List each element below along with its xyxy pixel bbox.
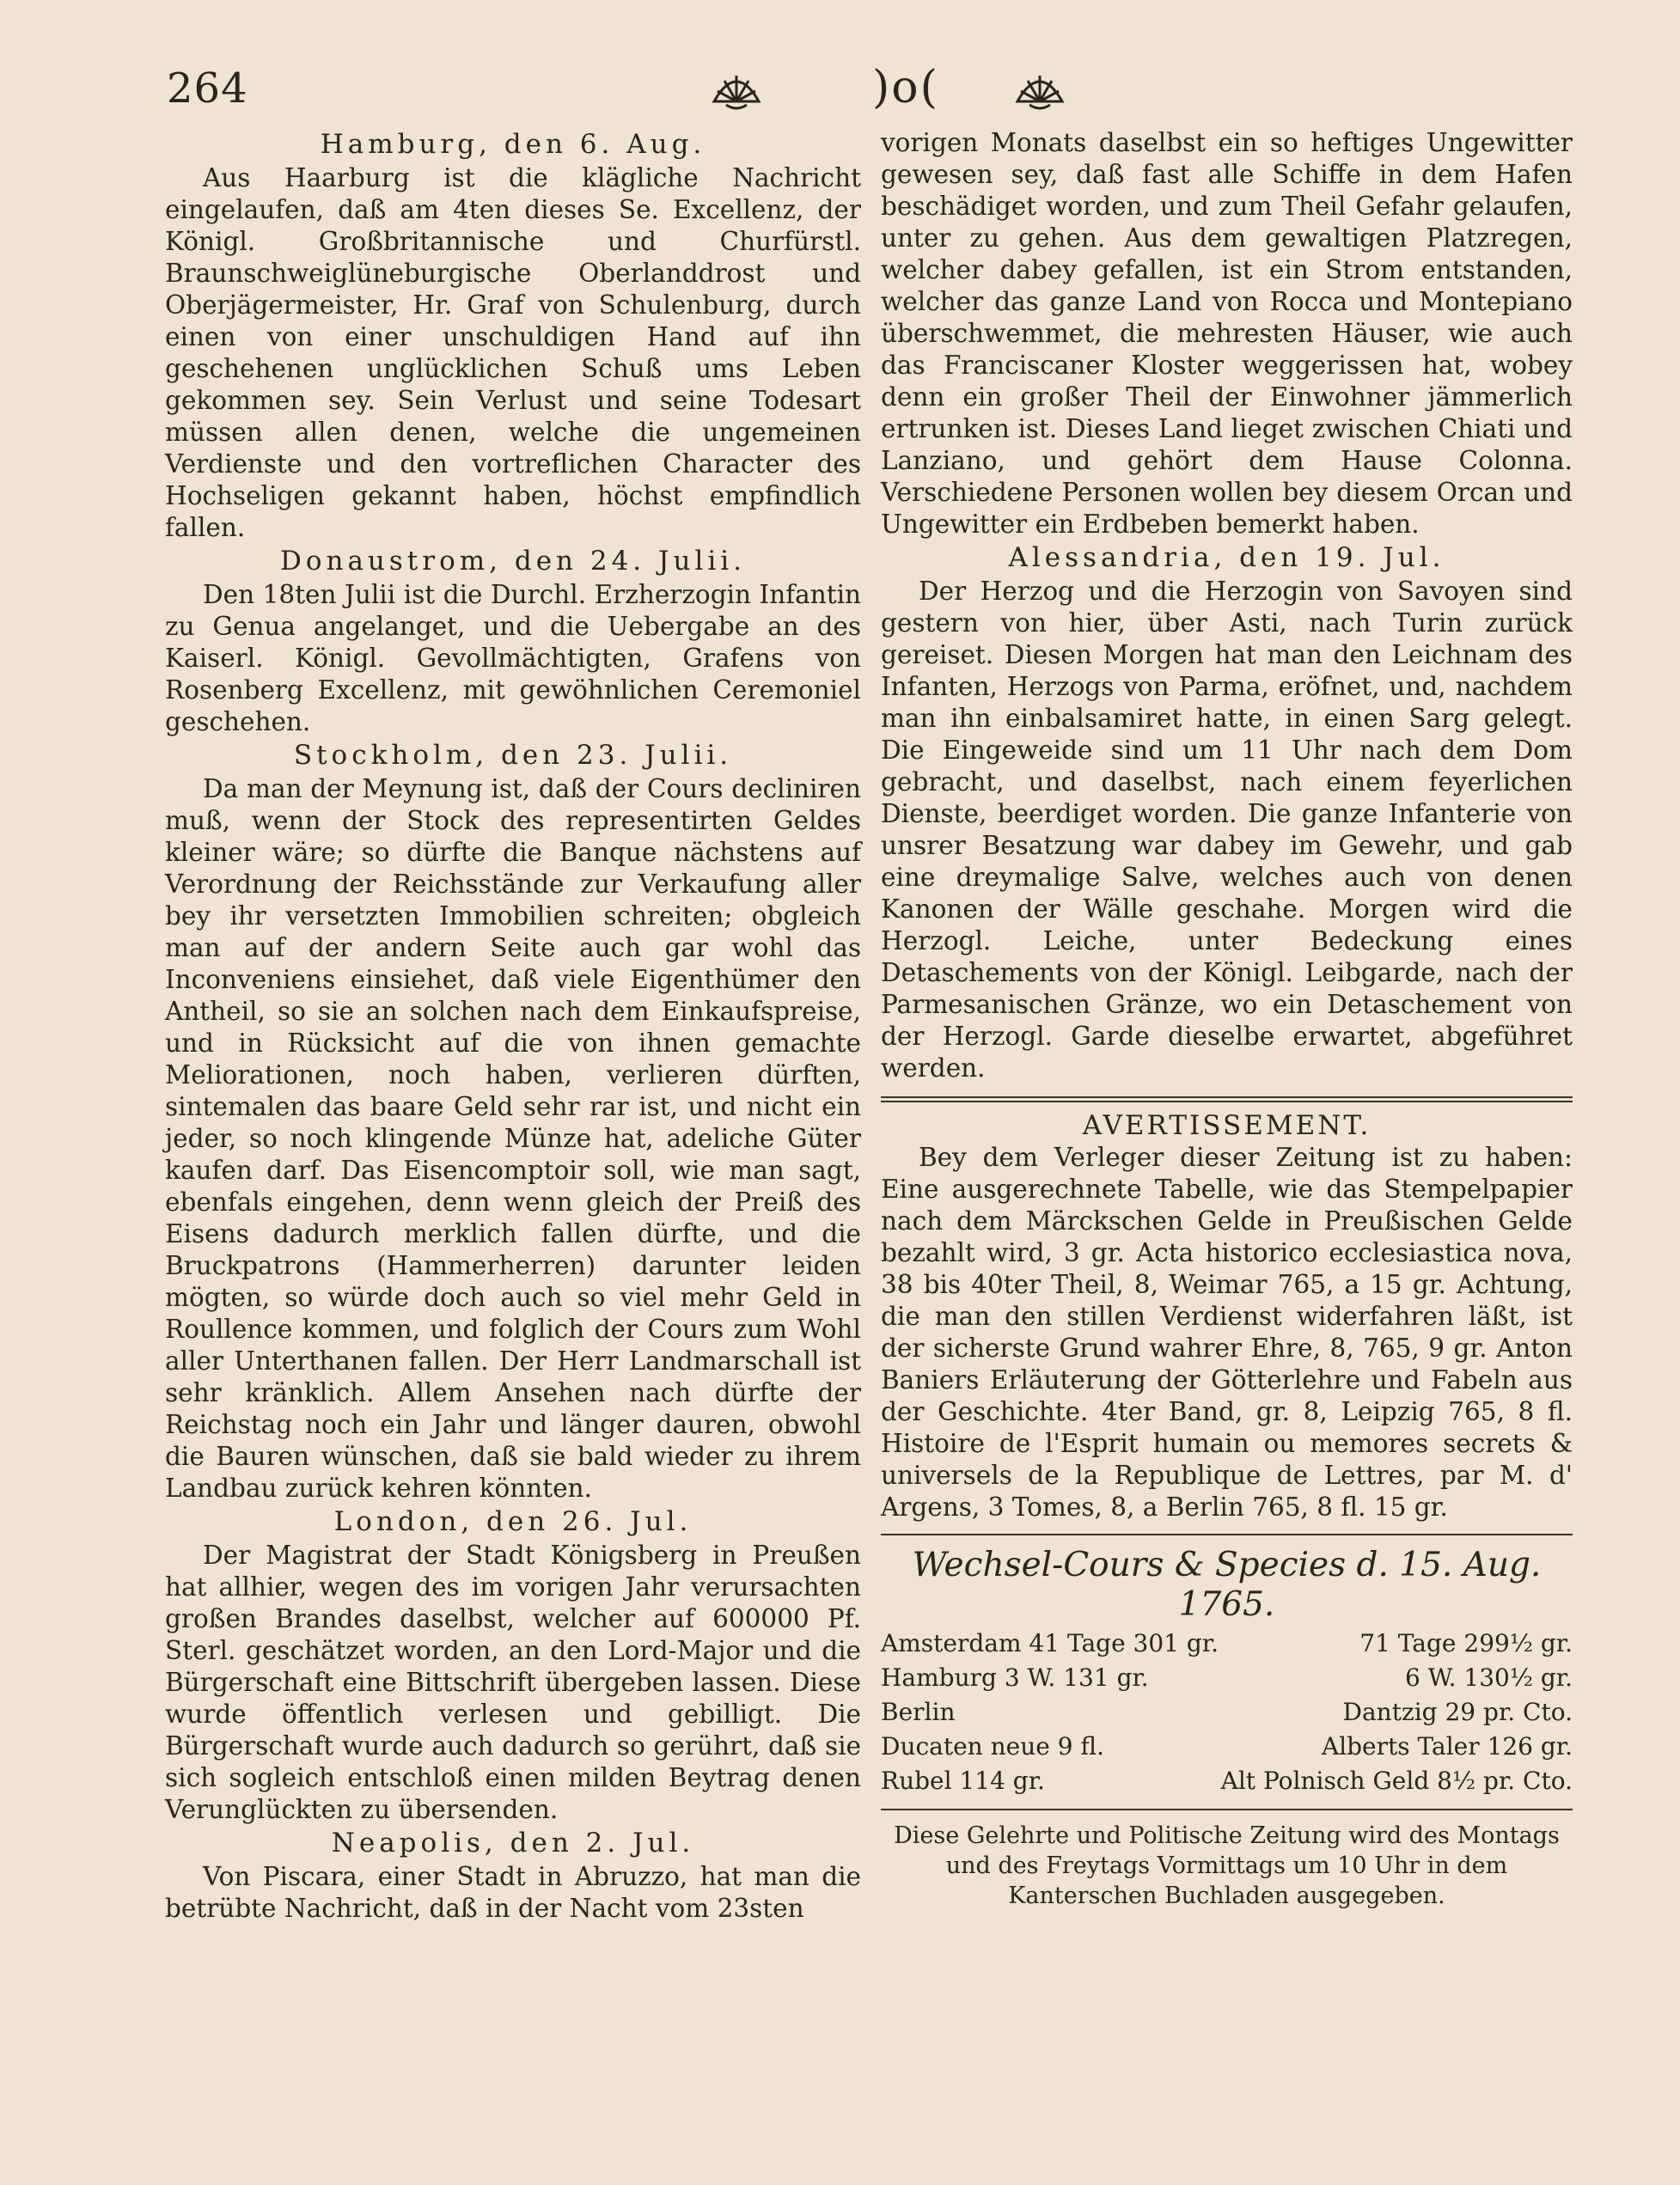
- exchange-rate-right: 6 W. 130½ gr.: [1404, 1663, 1573, 1692]
- article-stockholm: Da man der Meynung ist, daß der Cours decliniren muß, wenn der Stock des representirten Geldes kleiner wäre; so dürfte die Banque nächstens auf Verordnung der Reichsstände zur Verkaufung aller bey ihr versetzten Immobilien schreiten; obgleich man auf der andern Seite auch gar wohl das Inconveniens einsiehet, daß viele Eigenthümer den Antheil, so sie an solchen nach dem Einkaufspreise, und in Rücksicht auf die von ihnen gemachte Meliorationen, noch haben, verlieren dürften, sintemalen das baare Geld sehr rar ist, und nicht ein jeder, so noch klingende Münze hat, adeliche Güter kaufen darf. Das Eisencomptoir soll, wie man sagt, ebenfals eingehen, denn wenn gleich der Preiß des Eisens dadurch merklich fallen dürfte, und die Bruckpatrons (Hammerherren) darunter leiden mögten, so würde doch auch so viel mehr Geld in Roullence kommen, und folglich der Cours zum Wohl aller Unterthanen fallen. Der Herr Landmarschall ist sehr kränklich. Allem Ansehen nach dürfte der Reichstag noch ein Jahr und länger dauren, obwohl die Bauren wünschen, daß sie bald wieder zu ihrem Landbau zurück kehren könnten.: [165, 774, 861, 1503]
- section-divider: [881, 1809, 1573, 1810]
- exchange-rate-right: Alberts Taler 126 gr.: [1321, 1732, 1573, 1761]
- exchange-rate-left: Rubel 114 gr.: [881, 1767, 1045, 1795]
- exchange-rate-row: [881, 1730, 1573, 1764]
- article-neapolis-continued: vorigen Monats daselbst ein so heftiges Ungewitter gewesen sey, daß fast alle Schiffe in dem Hafen beschädiget worden, und zum Theil Gefahr gelaufen, unter zu gehen. Aus dem gewaltigen Platzregen, welcher dabey gefallen, ist ein Strom entstanden, welcher das ganze Land von Rocca und Montepiano überschwemmet, die mehresten Häuser, wie auch das Franciscaner Kloster weggerissen hat, wobey denn ein großer Theil der Einwohner jämmerlich ertrunken ist. Dieses Land lieget zwischen Chiati und Lanziano, und gehört dem Hause Colonna. Verschiedene Personen wollen bey diesem Orcan und Ungewitter ein Erdbeben bemerkt haben.: [881, 128, 1573, 539]
- page-number: 264: [167, 64, 248, 113]
- notice-line: Diese Gelehrte und Politische Zeitung wird des Montags: [894, 1822, 1560, 1849]
- dateline-hamburg: Hamburg, den 6. Aug.: [320, 129, 706, 160]
- exchange-rate-row: [881, 1627, 1573, 1661]
- dateline-alessandria: Alessandria, den 19. Jul.: [1008, 542, 1445, 573]
- exchange-rate-right: Dantzig 29 pr. Cto.: [1342, 1698, 1573, 1726]
- right-column: [881, 127, 1573, 1911]
- dateline-neapolis: Neapolis, den 2. Jul.: [331, 1828, 695, 1858]
- notice-line: Kanterschen Buchladen ausgegeben.: [1008, 1883, 1445, 1909]
- header-separator: )o(: [872, 62, 939, 113]
- avertissement-title: AVERTISSEMENT.: [1082, 1110, 1371, 1141]
- exchange-rate-right: Alt Polnisch Geld 8½ pr. Cto.: [1220, 1767, 1573, 1795]
- section-divider: [881, 1534, 1573, 1535]
- shell-ornament-icon: [1012, 67, 1067, 113]
- exchange-rate-left: Amsterdam 41 Tage 301 gr.: [881, 1629, 1219, 1657]
- exchange-rate-left: Hamburg 3 W. 131 gr.: [881, 1663, 1149, 1692]
- exchange-rates-title: Wechsel-Cours & Species d. 15. Aug. 1765.: [912, 1546, 1542, 1624]
- avertissement-text: Bey dem Verleger dieser Zeitung ist zu haben: Eine ausgerechnete Tabelle, wie das Stempelpapier nach dem Märckschen Gelde in Preußischen Gelde bezahlt wird, 3 gr. Acta historico ecclesiastica nova, 38 bis 40ter Theil, 8, Weimar 765, a 15 gr. Achtung, die man den stillen Verdienst widerfahren läßt, ist der sicherste Grund wahrer Ehre, 8, 765, 9 gr. Anton Baniers Erläuterung der Götterlehre und Fabeln aus der Geschichte. 4ter Band, gr. 8, Leipzig 765, 8 fl. Histoire de l'Esprit humain ou memores secrets & universels de la Republique de Lettres, par M. d' Argens, 3 Tomes, 8, a Berlin 765, 8 fl. 15 gr.: [881, 1143, 1573, 1522]
- exchange-rate-left: Berlin: [881, 1698, 956, 1726]
- exchange-rate-row: [881, 1661, 1573, 1695]
- section-divider: [881, 1096, 1573, 1102]
- article-neapolis: Von Piscara, einer Stadt in Abruzzo, hat man die betrübte Nachricht, daß in der Nacht vom 23sten: [165, 1862, 861, 1923]
- article-donaustrom: Den 18ten Julii ist die Durchl. Erzherzogin Infantin zu Genua angelanget, und die Uebergabe an des Kaiserl. Königl. Gevollmächtigten, Grafens von Rosenberg Excellenz, mit gewöhnlichen Ceremoniel geschehen.: [165, 580, 861, 736]
- left-column: [165, 127, 861, 1925]
- dateline-london: London, den 26. Jul.: [333, 1506, 693, 1537]
- dateline-stockholm: Stockholm, den 23. Julii.: [293, 740, 733, 771]
- article-alessandria: Der Herzog und die Herzogin von Savoyen sind gestern von hier, über Asti, nach Turin zurück gereiset. Diesen Morgen hat man den Leichnam des Infanten, Herzogs von Parma, eröfnet, und, nachdem man ihn einbalsamiret hatte, in einen Sarg gelegt. Die Eingeweide sind um 11 Uhr nach dem Dom gebracht, und daselbst, nach einem feyerlichen Dienste, beerdiget worden. Die ganze Infanterie von unsrer Besatzung war dabey im Gewehr, und gab eine dreymalige Salve, welches auch von denen Kanonen der Wälle geschahe. Morgen wird die Herzogl. Leiche, unter Bedeckung eines Detaschements von der Königl. Leibgarde, nach der Parmesanischen Gränze, wo ein Detaschement von der Herzogl. Garde dieselbe erwartet, abgeführet werden.: [881, 577, 1573, 1083]
- dateline-donaustrom: Donaustrom, den 24. Julii.: [279, 546, 747, 577]
- notice-line: und des Freytags Vormittags um 10 Uhr in dem: [945, 1852, 1508, 1879]
- exchange-rate-left: Ducaten neue 9 fl.: [881, 1732, 1105, 1761]
- article-london: Der Magistrat der Stadt Königsberg in Preußen hat allhier, wegen des im vorigen Jahr verursachten großen Brandes daselbst, welcher auf 600000 Pf. Sterl. geschätzet worden, an den Lord-Major und die Bürgerschaft eine Bittschrift übergeben lassen. Diese wurde öffentlich verlesen und gebilligt. Die Bürgerschaft wurde auch dadurch so gerührt, daß sie sich sogleich entschloß einen milden Beytrag denen Verunglückten zu übersenden.: [165, 1541, 861, 1824]
- exchange-rate-row: [881, 1764, 1573, 1798]
- exchange-rate-row: [881, 1695, 1573, 1730]
- shell-ornament-icon: [709, 67, 764, 113]
- article-hamburg: Aus Haarburg ist die klägliche Nachricht eingelaufen, daß am 4ten dieses Se. Excellenz, der Königl. Großbritannische und Churfürstl. Braunschweiglüneburgische Oberlanddrost und Oberjägermeister, Hr. Graf von Schulenburg, durch einen von einer unschuldigen Hand auf ihn geschehenen unglücklichen Schuß ums Leben gekommen sey. Sein Verlust und seine Todesart müssen allen denen, welche die ungemeinen Verdienste und den vortreflichen Character des Hochseligen gekannt haben, höchst empfindlich fallen.: [165, 163, 861, 542]
- publication-notice: [881, 1821, 1573, 1911]
- exchange-rate-right: 71 Tage 299½ gr.: [1359, 1629, 1573, 1657]
